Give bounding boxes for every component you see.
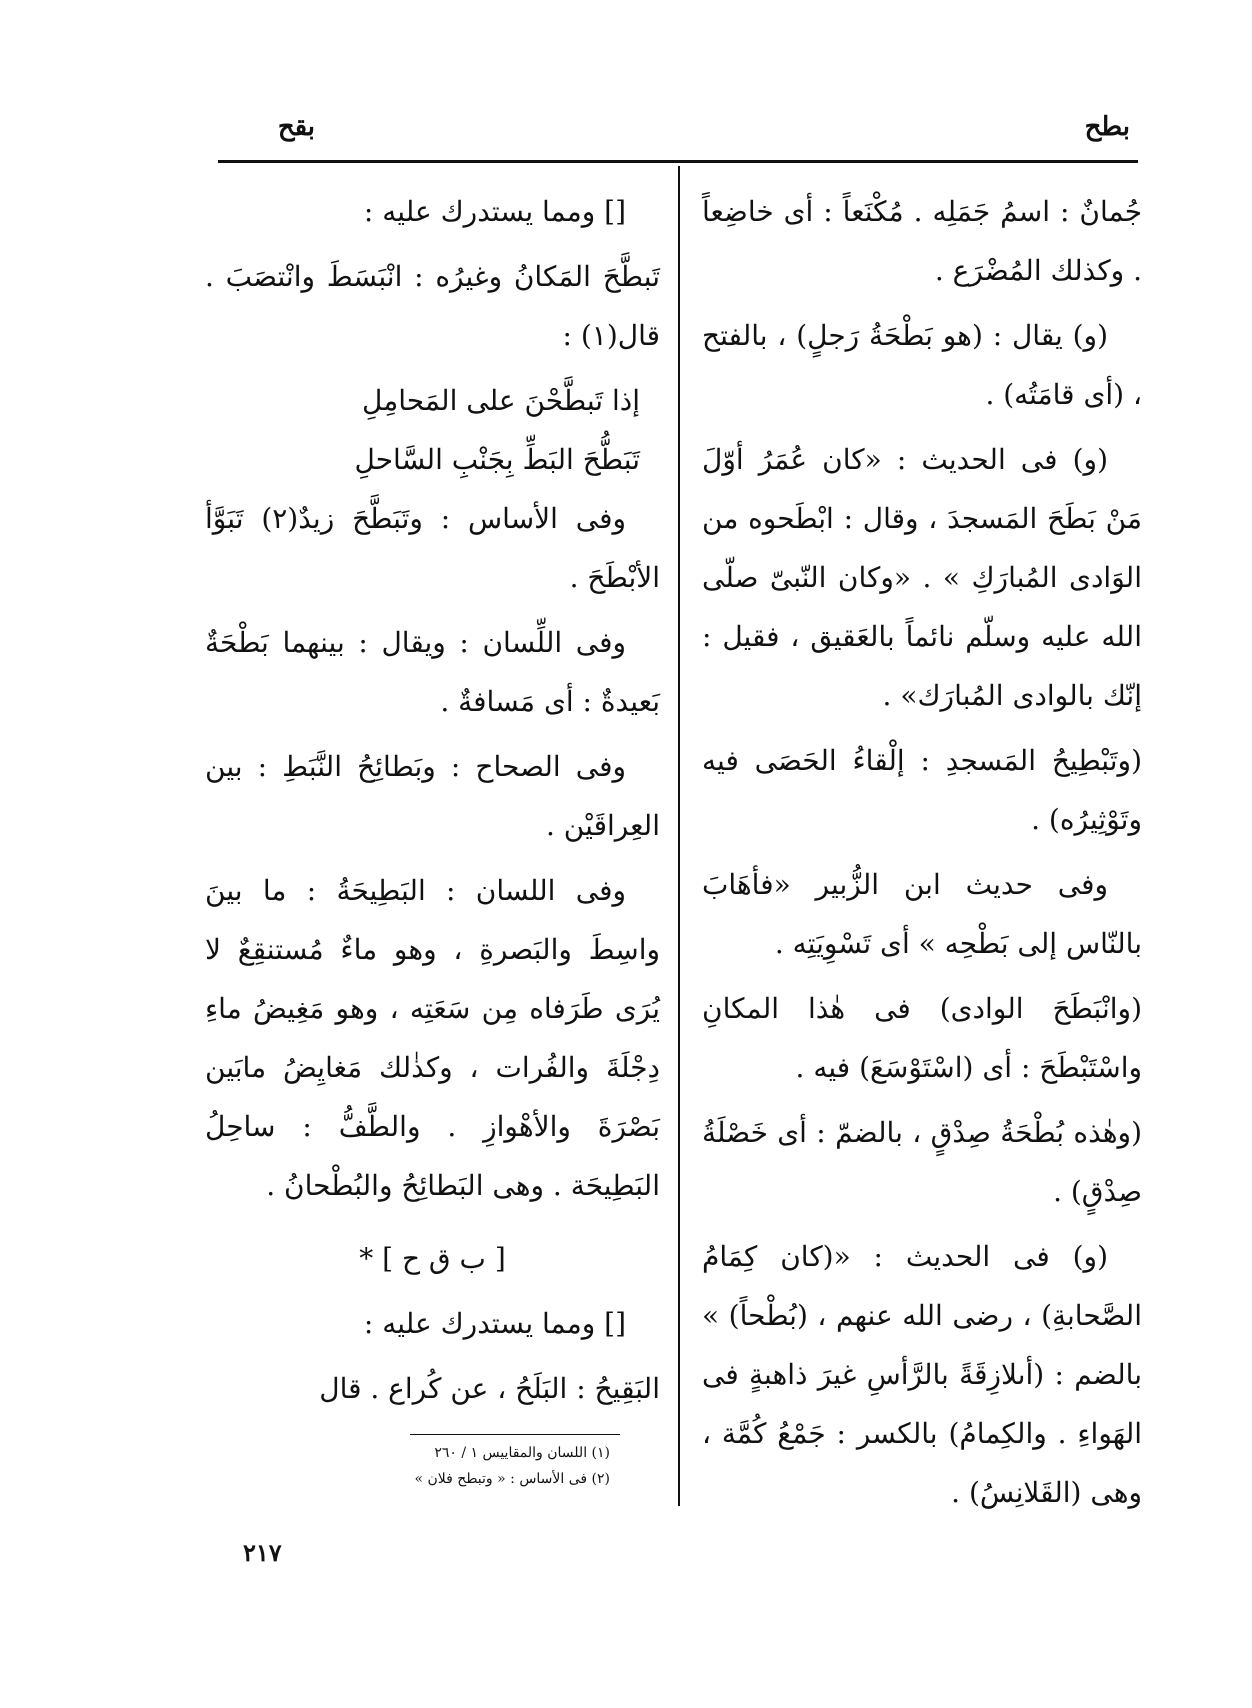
paragraph: (و) فى الحديث : «كان عُمَرُ أوّلَ مَنْ بَطَحَ المَسجدَ ، وقال : ابْطَحوه من الوَادى المُبارَكِ » . «وكان النّبىّ صلّى الله عليه وسلّم نائماً بالعَقيق ، فقيل : إنّك بالوادى المُبارَك» .	[702, 443, 1142, 712]
entry-heading: [ ب ق ح ] *	[359, 1242, 506, 1275]
paragraph: وفى اللسان : البَطِيحَةُ : ما بينَ واسِطَ والبَصرةِ ، وهو ماءٌ مُستنقِعٌ لا يُرَى طَرَفاه مِن سَعَتِه ، وهو مَغِيضُ ماءِ دِجْلَةَ والفُرات ، وكذٰلك مَغايِضُ مابَين بَصْرَةَ والأهْوازِ . والطَّفُّ : ساحِلُ البَطِيحَة . وهى البَطائِحُ والبُطْحانُ .	[205, 874, 660, 1202]
paragraph: تَبطَّحَ المَكانُ وغيرُه : انْبَسَطَ وانْتصَبَ . قال(١) :	[205, 260, 660, 352]
paragraph: [] ومما يستدرك عليه :	[363, 195, 626, 228]
page-number: ٢١٧	[243, 1538, 282, 1567]
paragraph: (و) يقال : (هو بَطْحَةُ رَجلٍ) ، بالفتح ، (أى قامَتُه) .	[702, 319, 1142, 411]
paragraph: وفى الأساس : وتَبَطَّحَ زيدٌ(٢) تَبَوَّأ الأبْطَحَ .	[205, 502, 660, 594]
footnote: (٢) فى الأساس : « وتبطح فلان »	[414, 1471, 610, 1487]
footnote-rule	[410, 1434, 620, 1435]
running-head-left: بقح	[277, 112, 315, 142]
verse-line: تَبَطُّحَ البَطِّ بِجَنْبِ السَّاحلِ	[354, 443, 640, 476]
paragraph: وفى حديث ابن الزُّبير «فأهَابَ بالنّاس إلى بَطْحِه » أى تَسْوِيَتِه .	[702, 868, 1142, 960]
footnotes	[340, 1440, 610, 1492]
paragraph: (وانْبَطَحَ الوادى) فى هٰذا المكانِ واسْتَبْطَحَ : أى (اسْتَوْسَعَ) فيه .	[702, 992, 1142, 1084]
paragraph: وفى اللِّسان : ويقال : بينهما بَطْحَةٌ بَعيدةٌ : أى مَسافةٌ .	[205, 626, 660, 718]
column-divider	[678, 166, 680, 1506]
running-head-right: بطح	[1084, 112, 1130, 142]
header-rule	[218, 160, 1138, 163]
paragraph: [] ومما يستدرك عليه :	[363, 1307, 626, 1340]
paragraph: البَقِيحُ : البَلَحُ ، عن كُراع . قال	[319, 1372, 660, 1405]
paragraph: (وتَبْطِيحُ المَسجدِ : إلْقاءُ الحَصَى فيه وتَوْثِيرُه) .	[702, 744, 1142, 836]
footnote: (١) اللسان والمقاييس ١ / ٢٦٠	[434, 1445, 610, 1461]
right-column	[702, 182, 1142, 1528]
paragraph: (وهٰذه بُطْحَةُ صِدْقٍ ، بالضمّ : أى خَصْلَةُ صِدْقٍ) .	[702, 1116, 1142, 1208]
paragraph: وفى الصحاح : وبَطائِحُ النَّبَطِ : بين العِراقَيْن .	[205, 750, 660, 842]
verse-line: إذا تَبطَّحْنَ على المَحامِلِ	[362, 384, 640, 417]
paragraph: جُمانٌ : اسمُ جَمَلِه . مُكْنَعاً : أى خاضِعاً . وكذلك المُضْرَع .	[702, 195, 1142, 287]
paragraph: (و) فى الحديث : «(كان كِمَامُ الصَّحابةِ) ، رضى الله عنهم ، (بُطْحاً) » بالضم : (أىلازِقَةً بالرَّأسِ غيرَ ذاهبةٍ فى الهَواءِ . والكِمامُ) بالكسر : جَمْعُ كُمَّة ، وهى (القَلانِسُ) .	[702, 1240, 1142, 1509]
left-column	[205, 182, 660, 1424]
